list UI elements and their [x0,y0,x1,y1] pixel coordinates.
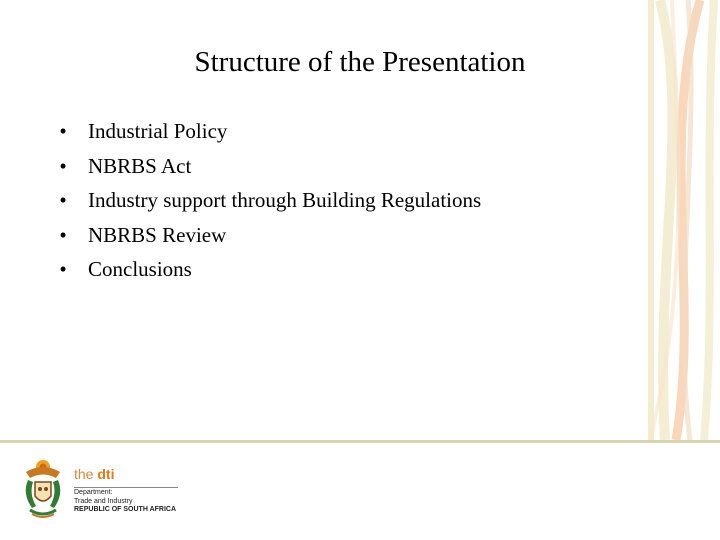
department-text [74,489,176,515]
bullet-dot: • [59,188,67,212]
list-item [56,114,481,149]
bullet-dot: • [59,257,67,281]
bullet-text: NBRBS Act [88,153,192,178]
department-line-1: Department: [74,489,113,496]
south-africa-coat-of-arms-icon [18,458,68,520]
dti-word: dti [97,466,115,482]
bullet-text: Industrial Policy [88,119,228,143]
list-item [56,183,481,218]
bullet-text: NBRBS Review [88,222,227,247]
list-item [56,218,481,253]
list-item [56,252,481,287]
bullet-dot: • [59,153,67,178]
footer-divider [0,440,720,443]
bullet-dot: • [59,119,67,143]
bullet-text: Conclusions [88,257,192,281]
slide-title: Structure of the Presentation [194,46,526,78]
department-line-3: REPUBLIC OF SOUTH AFRICA [74,506,177,513]
bullet-list [56,114,481,287]
list-item [56,149,481,184]
department-line-2: Trade and Industry [74,497,133,505]
logo-rule [74,487,178,488]
dti-wordmark [74,466,114,482]
bullet-dot: • [59,222,67,247]
dti-prefix: the [74,466,94,482]
dti-logo [18,458,198,522]
bullet-text: Industry support through Building Regulations [88,188,482,212]
